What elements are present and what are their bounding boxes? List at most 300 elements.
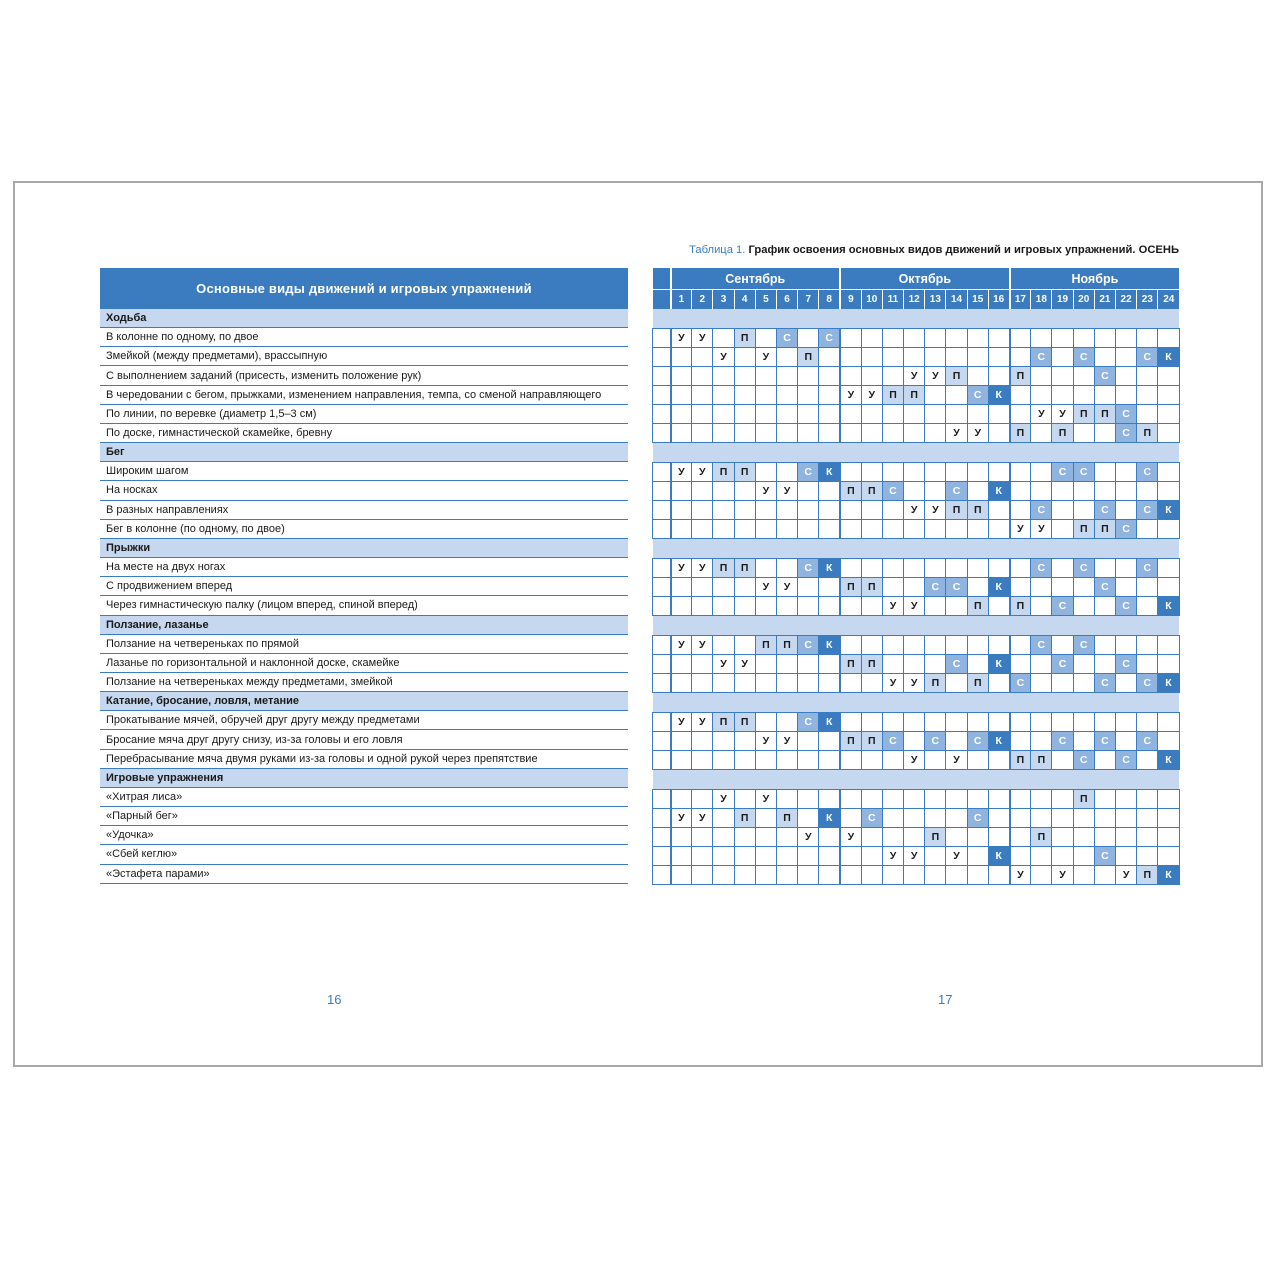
section-heading: Игровые упражнения <box>100 769 628 788</box>
schedule-cell <box>988 501 1009 520</box>
schedule-cell <box>755 367 776 386</box>
schedule-cell: П <box>734 809 755 828</box>
schedule-cell <box>692 405 713 424</box>
schedule-cell: С <box>1031 636 1052 655</box>
schedule-cell <box>776 828 797 847</box>
schedule-cell <box>755 424 776 443</box>
schedule-cell <box>1010 732 1031 751</box>
schedule-cell <box>1137 751 1158 770</box>
schedule-cell: П <box>840 655 861 674</box>
schedule-cell <box>861 424 882 443</box>
schedule-cell: С <box>1116 751 1137 770</box>
schedule-cell: У <box>1031 405 1052 424</box>
schedule-cell: У <box>755 790 776 809</box>
schedule-cell <box>1094 597 1115 616</box>
schedule-cell <box>1137 367 1158 386</box>
schedule-cell <box>1094 424 1115 443</box>
day-number: 1 <box>671 290 692 310</box>
schedule-cell <box>967 636 988 655</box>
schedule-cell <box>798 405 819 424</box>
month-header: Ноябрь <box>1010 268 1180 290</box>
schedule-cell <box>1073 386 1094 405</box>
schedule-cell: С <box>967 386 988 405</box>
schedule-cell <box>946 520 967 539</box>
schedule-cell <box>861 674 882 693</box>
schedule-cell <box>1158 732 1179 751</box>
schedule-cell <box>1031 329 1052 348</box>
schedule-cell <box>819 674 840 693</box>
schedule-cell <box>755 329 776 348</box>
schedule-cell: П <box>1010 597 1031 616</box>
schedule-cell <box>882 405 903 424</box>
schedule-cell <box>840 674 861 693</box>
schedule-cell: С <box>1137 732 1158 751</box>
schedule-cell <box>925 559 946 578</box>
section-heading: Ходьба <box>100 309 628 328</box>
schedule-cell <box>1010 559 1031 578</box>
schedule-cell <box>671 482 692 501</box>
schedule-cell <box>819 405 840 424</box>
schedule-cell <box>1031 713 1052 732</box>
schedule-cell <box>1073 809 1094 828</box>
schedule-cell <box>861 367 882 386</box>
schedule-cell: П <box>713 559 734 578</box>
schedule-cell: П <box>713 713 734 732</box>
schedule-cell <box>967 367 988 386</box>
schedule-cell <box>776 866 797 885</box>
schedule-cell <box>734 367 755 386</box>
header-spacer <box>653 268 671 290</box>
schedule-cell <box>798 329 819 348</box>
schedule-cell <box>925 424 946 443</box>
schedule-cell <box>671 367 692 386</box>
schedule-cell <box>755 713 776 732</box>
schedule-cell <box>925 348 946 367</box>
day-number: 16 <box>988 290 1009 310</box>
schedule-cell <box>967 329 988 348</box>
schedule-cell <box>904 866 925 885</box>
schedule-cell: С <box>1073 636 1094 655</box>
schedule-cell <box>671 751 692 770</box>
schedule-cell <box>840 790 861 809</box>
schedule-cell <box>755 559 776 578</box>
day-number: 15 <box>967 290 988 310</box>
schedule-cell <box>671 597 692 616</box>
day-number: 14 <box>946 290 967 310</box>
schedule-cell <box>776 674 797 693</box>
schedule-cell <box>861 559 882 578</box>
schedule-cell <box>861 828 882 847</box>
schedule-cell <box>755 501 776 520</box>
month-header: Сентябрь <box>671 268 841 290</box>
schedule-cell: У <box>713 655 734 674</box>
schedule-cell <box>988 463 1009 482</box>
schedule-cell: К <box>988 732 1009 751</box>
schedule-cell <box>819 367 840 386</box>
schedule-cell <box>713 329 734 348</box>
schedule-cell <box>1010 809 1031 828</box>
schedule-cell <box>904 732 925 751</box>
schedule-cell <box>734 674 755 693</box>
schedule-cell <box>1031 732 1052 751</box>
schedule-cell <box>819 597 840 616</box>
schedule-cell <box>1031 847 1052 866</box>
schedule-cell: У <box>904 367 925 386</box>
schedule-cell <box>1116 636 1137 655</box>
schedule-cell <box>967 713 988 732</box>
schedule-cell <box>882 713 903 732</box>
activity-label: По доске, гимнастической скамейке, бревну <box>100 424 628 443</box>
schedule-cell <box>671 674 692 693</box>
schedule-cell: У <box>776 482 797 501</box>
schedule-cell <box>692 790 713 809</box>
schedule-cell <box>904 329 925 348</box>
schedule-cell <box>1116 809 1137 828</box>
schedule-cell <box>713 674 734 693</box>
schedule-cell <box>967 847 988 866</box>
schedule-cell: П <box>882 386 903 405</box>
schedule-cell <box>882 463 903 482</box>
schedule-cell: П <box>1137 424 1158 443</box>
schedule-cell: С <box>882 482 903 501</box>
schedule-cell <box>904 790 925 809</box>
section-band <box>653 539 1180 559</box>
activity-label: По линии, по веревке (диаметр 1,5–3 см) <box>100 405 628 424</box>
schedule-cell <box>967 655 988 674</box>
schedule-cell <box>1073 482 1094 501</box>
day-number: 4 <box>734 290 755 310</box>
row-spacer <box>653 828 671 847</box>
schedule-cell <box>967 348 988 367</box>
schedule-cell: С <box>1031 501 1052 520</box>
schedule-cell: К <box>988 386 1009 405</box>
schedule-cell <box>1116 386 1137 405</box>
schedule-cell <box>946 732 967 751</box>
schedule-cell <box>776 424 797 443</box>
schedule-cell <box>904 520 925 539</box>
day-number: 23 <box>1137 290 1158 310</box>
section-heading: Прыжки <box>100 539 628 558</box>
schedule-table <box>652 268 1180 885</box>
schedule-cell <box>904 809 925 828</box>
schedule-cell <box>734 751 755 770</box>
schedule-cell: С <box>1137 348 1158 367</box>
schedule-cell <box>692 655 713 674</box>
day-number: 5 <box>755 290 776 310</box>
schedule-cell <box>904 828 925 847</box>
schedule-cell <box>967 828 988 847</box>
schedule-cell: У <box>734 655 755 674</box>
schedule-cell: С <box>1116 597 1137 616</box>
section-band <box>653 770 1180 790</box>
schedule-cell: П <box>734 559 755 578</box>
schedule-cell <box>946 329 967 348</box>
schedule-cell <box>734 847 755 866</box>
schedule-cell: С <box>1116 520 1137 539</box>
schedule-cell <box>1010 636 1031 655</box>
schedule-cell <box>882 636 903 655</box>
activities-list <box>100 268 628 884</box>
schedule-cell <box>904 559 925 578</box>
schedule-cell <box>755 386 776 405</box>
schedule-cell <box>988 674 1009 693</box>
schedule-cell <box>988 828 1009 847</box>
activity-label: Через гимнастическую палку (лицом вперед, спиной вперед) <box>100 596 628 615</box>
schedule-cell: К <box>1158 866 1179 885</box>
schedule-cell: П <box>734 463 755 482</box>
schedule-cell <box>1158 847 1179 866</box>
schedule-cell <box>946 809 967 828</box>
schedule-cell <box>819 424 840 443</box>
schedule-cell <box>819 386 840 405</box>
activity-label: Лазанье по горизонтальной и наклонной доске, скамейке <box>100 654 628 673</box>
schedule-cell: С <box>946 655 967 674</box>
schedule-cell <box>840 348 861 367</box>
schedule-cell: П <box>1137 866 1158 885</box>
schedule-cell <box>1052 520 1073 539</box>
schedule-cell <box>925 636 946 655</box>
schedule-cell: У <box>692 713 713 732</box>
schedule-cell <box>798 501 819 520</box>
section-heading: Ползание, лазанье <box>100 616 628 635</box>
schedule-cell <box>1137 520 1158 539</box>
schedule-cell: У <box>671 559 692 578</box>
schedule-cell: У <box>904 751 925 770</box>
schedule-cell <box>1094 866 1115 885</box>
schedule-cell: С <box>946 482 967 501</box>
activity-label: «Эстафета парами» <box>100 865 628 884</box>
schedule-cell <box>819 348 840 367</box>
schedule-cell <box>1052 482 1073 501</box>
section-heading: Катание, бросание, ловля, метание <box>100 692 628 711</box>
schedule-cell <box>713 405 734 424</box>
section-band <box>653 616 1180 636</box>
day-number: 12 <box>904 290 925 310</box>
schedule-cell <box>776 463 797 482</box>
schedule-cell <box>988 866 1009 885</box>
schedule-cell: С <box>946 578 967 597</box>
schedule-cell: У <box>1031 520 1052 539</box>
schedule-cell <box>671 424 692 443</box>
schedule-cell <box>882 828 903 847</box>
schedule-cell <box>1137 386 1158 405</box>
schedule-cell <box>692 482 713 501</box>
schedule-cell <box>734 405 755 424</box>
schedule-cell: У <box>861 386 882 405</box>
schedule-cell: С <box>1073 751 1094 770</box>
schedule-cell: П <box>861 482 882 501</box>
schedule-cell <box>713 847 734 866</box>
schedule-cell <box>692 424 713 443</box>
schedule-cell <box>925 520 946 539</box>
activity-label: Бросание мяча друг другу снизу, из-за головы и его ловля <box>100 730 628 749</box>
schedule-cell <box>798 520 819 539</box>
schedule-cell: У <box>692 636 713 655</box>
schedule-cell <box>713 809 734 828</box>
schedule-cell: С <box>1031 559 1052 578</box>
schedule-cell: С <box>798 559 819 578</box>
schedule-cell <box>734 520 755 539</box>
schedule-cell <box>1158 405 1179 424</box>
schedule-cell: К <box>819 809 840 828</box>
schedule-cell <box>1052 674 1073 693</box>
schedule-cell <box>1010 329 1031 348</box>
activity-label: В разных направлениях <box>100 501 628 520</box>
schedule-cell <box>1116 501 1137 520</box>
row-spacer <box>653 674 671 693</box>
schedule-cell: К <box>819 463 840 482</box>
schedule-cell <box>946 828 967 847</box>
schedule-cell <box>671 501 692 520</box>
schedule-cell: С <box>819 329 840 348</box>
schedule-cell: С <box>1137 674 1158 693</box>
schedule-cell <box>967 482 988 501</box>
schedule-cell <box>1010 348 1031 367</box>
schedule-cell: У <box>904 674 925 693</box>
schedule-cell <box>1052 713 1073 732</box>
schedule-cell: С <box>925 578 946 597</box>
schedule-cell <box>755 597 776 616</box>
schedule-cell: П <box>840 578 861 597</box>
schedule-cell <box>1031 597 1052 616</box>
schedule-cell <box>840 809 861 828</box>
schedule-cell <box>882 578 903 597</box>
schedule-cell <box>713 597 734 616</box>
schedule-cell <box>1158 520 1179 539</box>
row-spacer <box>653 559 671 578</box>
schedule-cell <box>1116 674 1137 693</box>
schedule-cell: У <box>692 559 713 578</box>
schedule-cell <box>776 713 797 732</box>
header-spacer <box>653 290 671 310</box>
day-number: 18 <box>1031 290 1052 310</box>
schedule-cell <box>1094 348 1115 367</box>
schedule-cell <box>946 405 967 424</box>
schedule-cell <box>904 713 925 732</box>
schedule-cell <box>671 405 692 424</box>
day-number: 24 <box>1158 290 1179 310</box>
schedule-cell: С <box>1052 463 1073 482</box>
schedule-cell <box>1158 809 1179 828</box>
schedule-cell <box>671 828 692 847</box>
schedule-cell <box>1010 482 1031 501</box>
row-spacer <box>653 790 671 809</box>
schedule-cell: С <box>1073 559 1094 578</box>
schedule-cell: У <box>925 501 946 520</box>
row-spacer <box>653 520 671 539</box>
schedule-cell: П <box>776 636 797 655</box>
row-spacer <box>653 348 671 367</box>
schedule-cell <box>840 597 861 616</box>
row-spacer <box>653 655 671 674</box>
schedule-cell <box>1094 463 1115 482</box>
schedule-cell: П <box>840 482 861 501</box>
schedule-cell <box>713 578 734 597</box>
schedule-cell <box>1137 482 1158 501</box>
schedule-cell <box>925 463 946 482</box>
schedule-cell: У <box>882 597 903 616</box>
schedule-cell <box>882 348 903 367</box>
schedule-cell <box>1052 329 1073 348</box>
schedule-cell: П <box>861 655 882 674</box>
schedule-cell <box>840 559 861 578</box>
schedule-cell: У <box>713 790 734 809</box>
schedule-cell <box>1052 348 1073 367</box>
schedule-cell <box>1052 501 1073 520</box>
schedule-cell <box>840 866 861 885</box>
schedule-cell <box>1052 828 1073 847</box>
schedule-cell <box>713 751 734 770</box>
schedule-cell <box>904 463 925 482</box>
schedule-cell <box>1073 674 1094 693</box>
schedule-cell <box>1073 866 1094 885</box>
schedule-cell <box>967 520 988 539</box>
schedule-cell: С <box>798 636 819 655</box>
schedule-cell <box>861 866 882 885</box>
schedule-cell <box>798 424 819 443</box>
schedule-cell <box>819 655 840 674</box>
schedule-cell <box>1031 367 1052 386</box>
schedule-cell <box>840 713 861 732</box>
schedule-cell <box>1031 809 1052 828</box>
activity-label: В чередовании с бегом, прыжками, изменением направления, темпа, со сменой направляющего <box>100 386 628 405</box>
schedule-cell: С <box>1052 732 1073 751</box>
schedule-cell: П <box>1073 405 1094 424</box>
schedule-cell <box>1137 578 1158 597</box>
schedule-cell <box>988 329 1009 348</box>
schedule-cell <box>755 674 776 693</box>
schedule-cell: У <box>1010 520 1031 539</box>
schedule-cell: П <box>967 597 988 616</box>
schedule-cell: К <box>988 847 1009 866</box>
schedule-cell <box>734 482 755 501</box>
schedule-cell <box>819 501 840 520</box>
schedule-cell: У <box>1010 866 1031 885</box>
schedule-cell <box>1158 482 1179 501</box>
schedule-cell <box>1052 790 1073 809</box>
schedule-cell <box>1158 636 1179 655</box>
schedule-cell <box>692 674 713 693</box>
schedule-cell <box>776 559 797 578</box>
schedule-cell <box>1094 751 1115 770</box>
schedule-cell <box>1052 751 1073 770</box>
schedule-cell <box>882 751 903 770</box>
schedule-cell <box>671 520 692 539</box>
schedule-cell <box>925 713 946 732</box>
schedule-cell <box>734 790 755 809</box>
schedule-cell <box>692 866 713 885</box>
schedule-cell <box>882 559 903 578</box>
row-spacer <box>653 501 671 520</box>
schedule-cell: У <box>1052 405 1073 424</box>
schedule-cell <box>692 386 713 405</box>
schedule-cell <box>904 655 925 674</box>
schedule-cell: П <box>840 732 861 751</box>
schedule-cell: У <box>755 578 776 597</box>
schedule-cell <box>988 790 1009 809</box>
schedule-cell: П <box>1010 424 1031 443</box>
schedule-cell <box>692 578 713 597</box>
schedule-cell <box>946 790 967 809</box>
schedule-cell <box>882 790 903 809</box>
schedule-cell <box>1158 367 1179 386</box>
schedule-cell <box>925 790 946 809</box>
schedule-cell: У <box>671 713 692 732</box>
schedule-cell: С <box>1073 348 1094 367</box>
schedule-cell <box>861 463 882 482</box>
caption-label: Таблица 1. <box>689 244 746 256</box>
schedule-cell <box>1052 578 1073 597</box>
